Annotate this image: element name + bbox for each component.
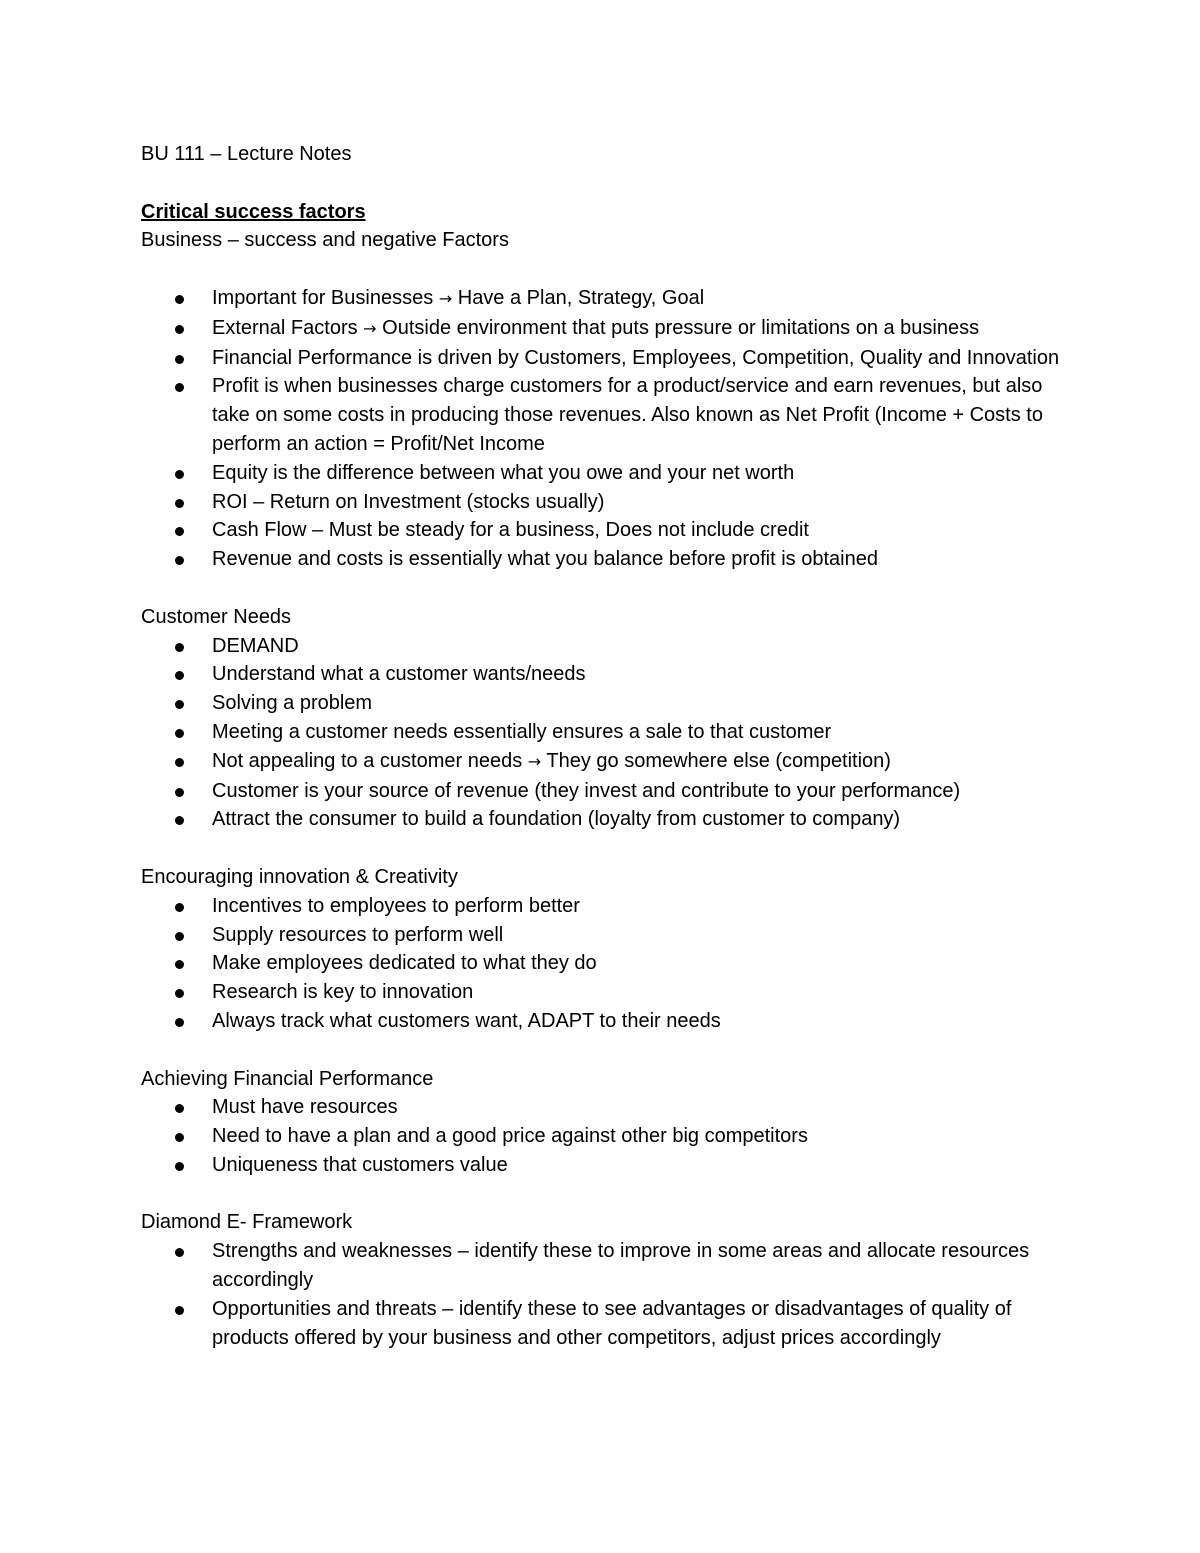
- spacer: [141, 834, 1081, 863]
- bullet-icon: [175, 960, 184, 969]
- list-item: Attract the consumer to build a foundation (loyalty from customer to company): [141, 805, 1081, 834]
- list-item: External Factors → Outside environment that puts pressure or limitations on a business: [141, 314, 1081, 344]
- bullet-icon: [175, 383, 184, 392]
- bullet-icon: [175, 1133, 184, 1142]
- list-item: Not appealing to a customer needs → They go somewhere else (competition): [141, 747, 1081, 777]
- bullet-icon: [175, 295, 184, 304]
- bullet-icon: [175, 1306, 184, 1315]
- list-item: ROI – Return on Investment (stocks usually): [141, 488, 1081, 517]
- section-title-diamond-e-framework: Diamond E- Framework: [141, 1211, 353, 1234]
- document-page: [141, 140, 1081, 1352]
- bullet-list-critical-success: [141, 284, 1081, 574]
- bullet-icon: [175, 1104, 184, 1113]
- list-item: Revenue and costs is essentially what you balance before profit is obtained: [141, 545, 1081, 574]
- section-title-innovation: Encouraging innovation & Creativity: [141, 865, 458, 888]
- bullet-icon: [175, 788, 184, 797]
- bullet-icon: [175, 816, 184, 825]
- bullet-icon: [175, 527, 184, 536]
- arrow-right-icon: →: [527, 751, 542, 771]
- list-item: Strengths and weaknesses – identify these to improve in some areas and allocate resources accordingly: [141, 1237, 1081, 1295]
- list-item: Opportunities and threats – identify these to see advantages or disadvantages of quality of products offered by your business and other competitors, adjust prices accordingly: [141, 1295, 1081, 1353]
- list-item: Make employees dedicated to what they do: [141, 949, 1081, 978]
- list-item: Important for Businesses → Have a Plan, Strategy, Goal: [141, 284, 1081, 314]
- bullet-icon: [175, 989, 184, 998]
- list-item: Equity is the difference between what you owe and your net worth: [141, 459, 1081, 488]
- bullet-icon: [175, 903, 184, 912]
- bullet-list-financial-performance: [141, 1093, 1081, 1179]
- bullet-icon: [175, 1248, 184, 1257]
- list-item: Must have resources: [141, 1093, 1081, 1122]
- bullet-icon: [175, 470, 184, 479]
- bullet-icon: [175, 556, 184, 565]
- arrow-right-icon: →: [438, 288, 453, 308]
- spacer: [141, 1036, 1081, 1065]
- bullet-icon: [175, 700, 184, 709]
- list-item: Cash Flow – Must be steady for a business, Does not include credit: [141, 516, 1081, 545]
- bullet-icon: [175, 643, 184, 652]
- bullet-icon: [175, 499, 184, 508]
- list-item: Solving a problem: [141, 689, 1081, 718]
- list-item: Need to have a plan and a good price against other big competitors: [141, 1122, 1081, 1151]
- bullet-list-customer-needs: [141, 632, 1081, 835]
- bullet-icon: [175, 671, 184, 680]
- bullet-icon: [175, 932, 184, 941]
- spacer: [141, 255, 1081, 284]
- list-item: Incentives to employees to perform better: [141, 892, 1081, 921]
- section-heading-critical-success-factors: Critical success factors: [141, 200, 366, 223]
- list-item: Always track what customers want, ADAPT to their needs: [141, 1007, 1081, 1036]
- bullet-icon: [175, 1018, 184, 1027]
- bullet-icon: [175, 1162, 184, 1171]
- spacer: [141, 169, 1081, 198]
- bullet-list-innovation: [141, 892, 1081, 1036]
- list-item: Research is key to innovation: [141, 978, 1081, 1007]
- list-item: Financial Performance is driven by Customers, Employees, Competition, Quality and Innovation: [141, 344, 1081, 373]
- list-item: DEMAND: [141, 632, 1081, 661]
- section-title-financial-performance: Achieving Financial Performance: [141, 1067, 434, 1090]
- section-subheading: Business – success and negative Factors: [141, 229, 509, 252]
- bullet-icon: [175, 355, 184, 364]
- arrow-right-icon: →: [363, 318, 377, 338]
- list-item: Supply resources to perform well: [141, 921, 1081, 950]
- document-title: BU 111 – Lecture Notes: [141, 143, 352, 165]
- list-item: Uniqueness that customers value: [141, 1151, 1081, 1180]
- spacer: [141, 1180, 1081, 1209]
- bullet-icon: [175, 758, 184, 767]
- bullet-list-diamond-e-framework: [141, 1237, 1081, 1352]
- list-item: Profit is when businesses charge customers for a product/service and earn revenues, but also take on some costs in producing those revenues. Also known as Net Profit (Income + Costs to perform an action = Profit/Net Income: [141, 372, 1081, 458]
- list-item: Understand what a customer wants/needs: [141, 660, 1081, 689]
- bullet-icon: [175, 729, 184, 738]
- section-title-customer-needs: Customer Needs: [141, 605, 292, 628]
- list-item: Customer is your source of revenue (they invest and contribute to your performance): [141, 777, 1081, 806]
- list-item: Meeting a customer needs essentially ensures a sale to that customer: [141, 718, 1081, 747]
- bullet-icon: [175, 325, 184, 334]
- spacer: [141, 574, 1081, 603]
